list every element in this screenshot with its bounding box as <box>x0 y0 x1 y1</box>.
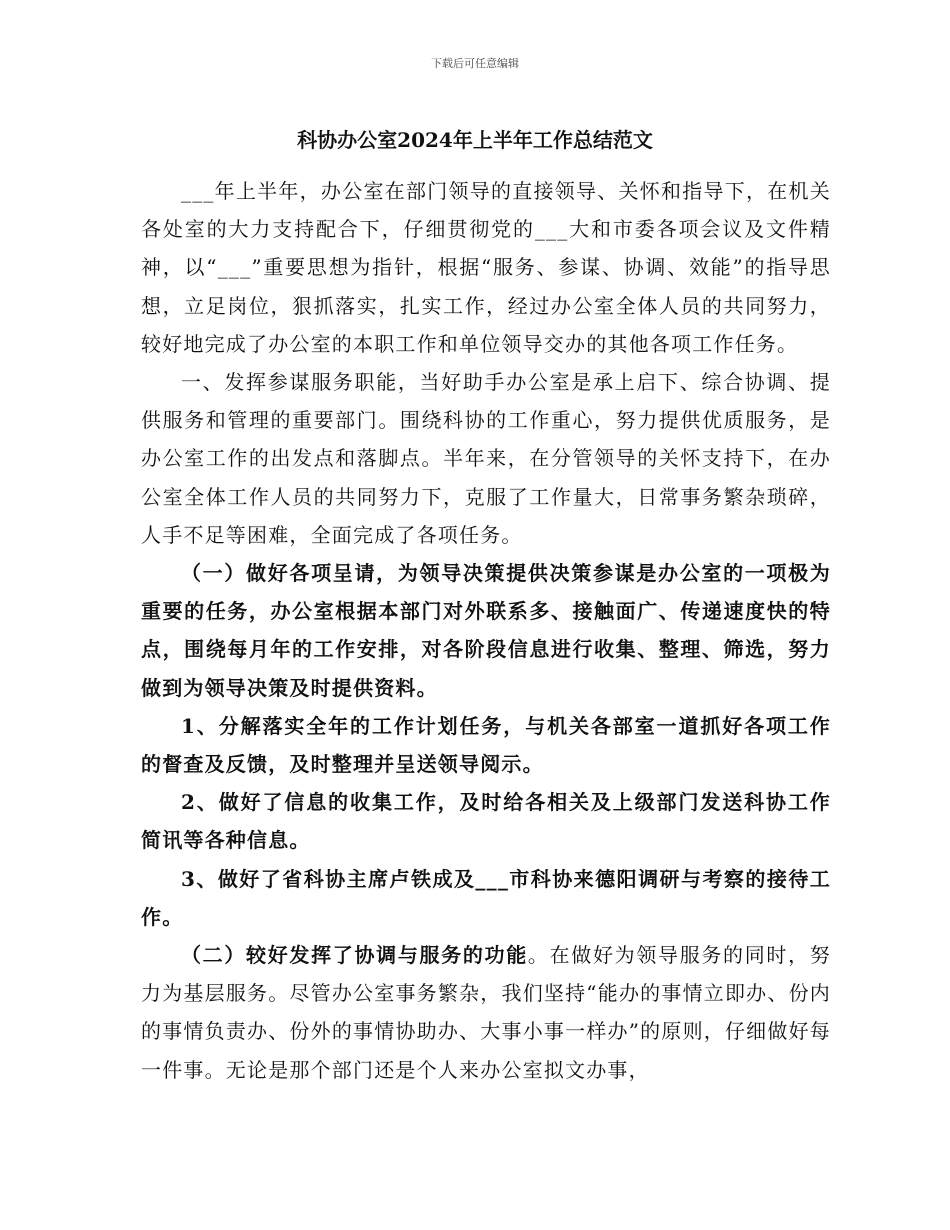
paragraph-item-1: 1、分解落实全年的工作计划任务，与机关各部室一道抓好各项工作的督查及反馈，及时整理并呈送领导阅示。 <box>141 713 831 777</box>
page-title: 科协办公室2024年上半年工作总结范文 <box>297 128 653 152</box>
paragraph-subsection-1: （一）做好各项呈请，为领导决策提供决策参谋是办公室的一项极为重要的任务，办公室根据本部门对外联系多、接触面广、传递速度快的特点，围绕每月年的工作安排，对各阶段信息进行收集、整理、筛选，努力做到为领导决策及时提供资料。 <box>141 561 831 700</box>
paragraph-item-2: 2、做好了信息的收集工作，及时给各相关及上级部门发送科协工作简讯等各种信息。 <box>141 790 831 853</box>
subsection-2-heading: （二）较好发挥了协调与服务的功能 <box>181 943 528 968</box>
paragraph-item-3: 3、做好了省科协主席卢铁成及___市科协来德阳调研与考察的接待工作。 <box>141 866 831 929</box>
paragraph-intro: ___年上半年，办公室在部门领导的直接领导、关怀和指导下，在机关各处室的大力支持配合下，仔细贯彻党的___大和市委各项会议及文件精神，以“___”重要思想为指针，根据“服务、参谋、协调、效能”的指导思想，立足岗位，狠抓落实，扎实工作，经过办公室全体人员的共同努力，较好地完成了办公室的本职工作和单位领导交办的其他各项工作任务。 <box>141 179 831 356</box>
paragraph-section-1: 一、发挥参谋服务职能，当好助手办公室是承上启下、综合协调、提供服务和管理的重要部门。围绕科协的工作重心，努力提供优质服务，是办公室工作的出发点和落脚点。半年来，在分管领导的关怀支持下，在办公室全体工作人员的共同努力下，克服了工作量大，日常事务繁杂琐碎，人手不足等困难，全面完成了各项任务。 <box>141 370 831 547</box>
document-body <box>141 172 831 1089</box>
subsection-2-text: 。在做好为领导服务的同时，努力为基层服务。尽管办公室事务繁杂，我们坚持“能办的事情立即办、份内的事情负责办、份外的事情协助办、大事小事一样办”的原则，仔细做好每一件事。无论是那个部门还是个人来办公室拟文办事， <box>141 943 831 1082</box>
header-note: 下载后可任意编辑 <box>431 57 519 70</box>
paragraph-subsection-2 <box>141 936 831 1089</box>
